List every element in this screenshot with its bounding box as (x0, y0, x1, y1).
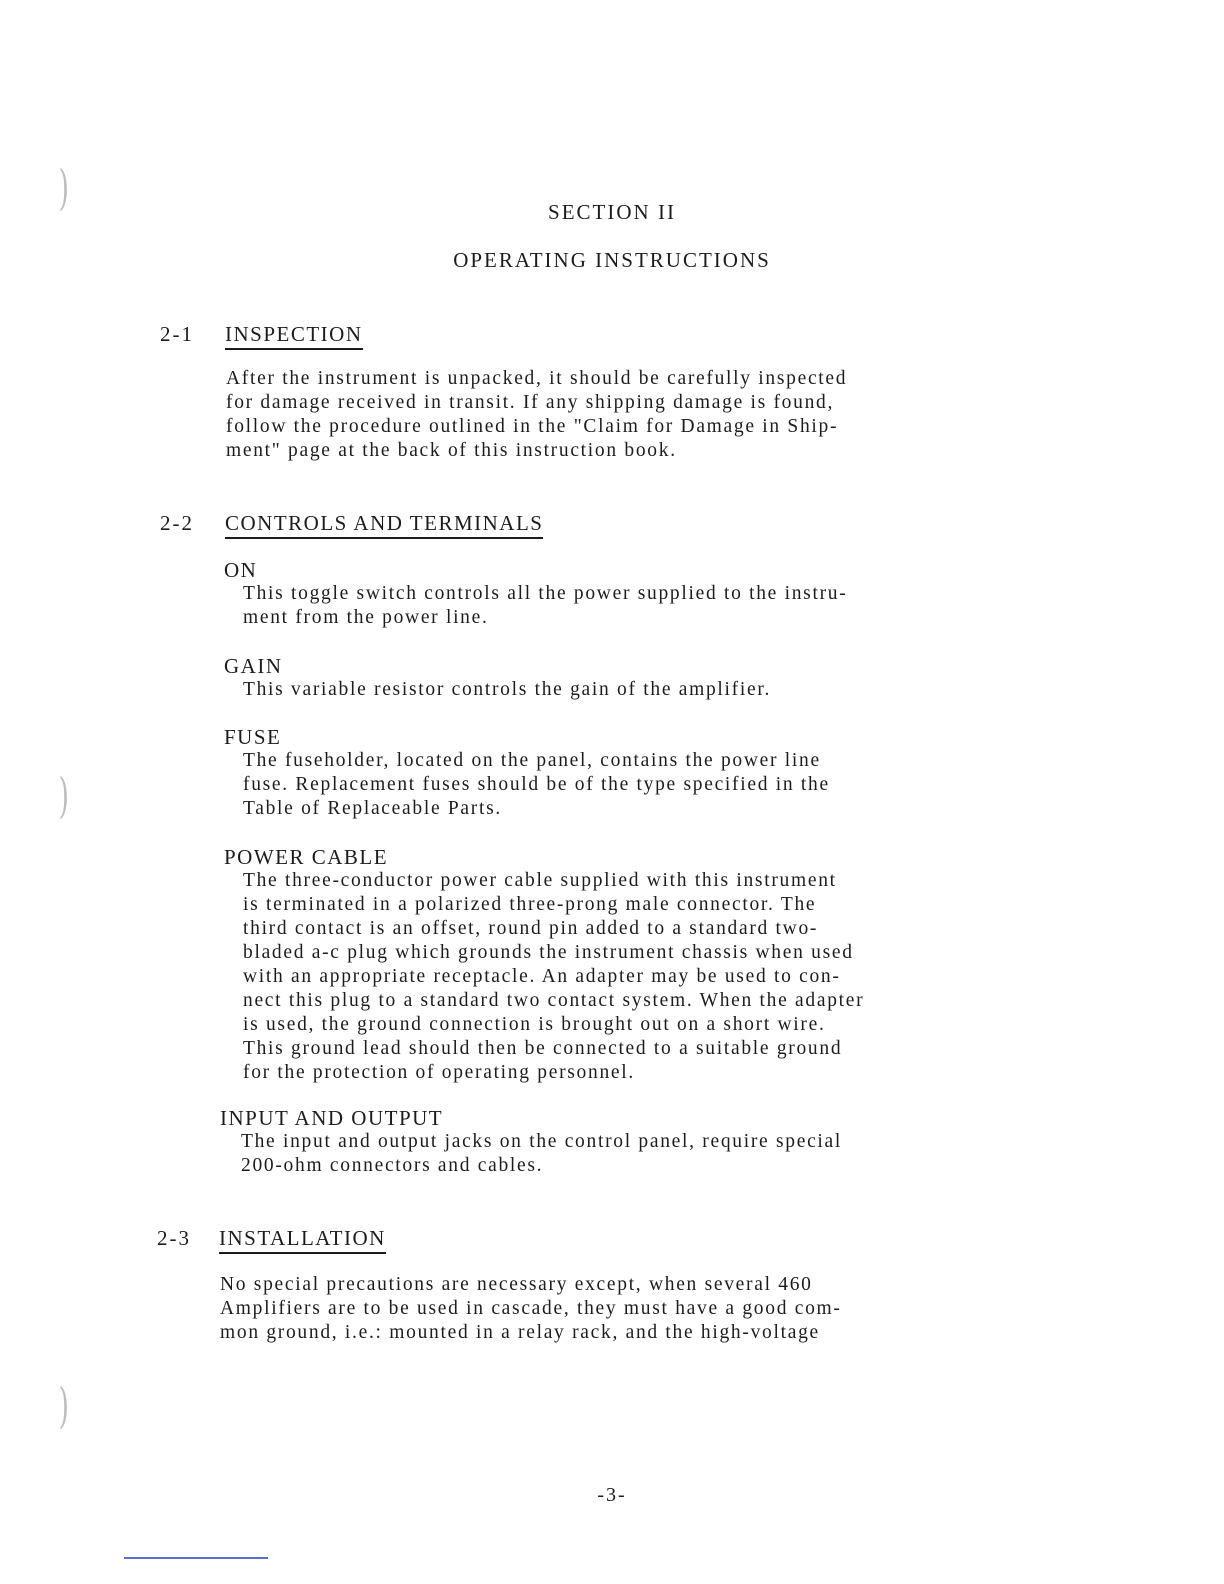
paragraph-line: bladed a-c plug which grounds the instrument chassis when used (243, 942, 854, 963)
control-description-power-cable (243, 869, 864, 1085)
paragraph-line: is used, the ground connection is brought out on a short wire. (243, 1014, 826, 1035)
paragraph-line: ment" page at the back of this instruction book. (226, 440, 677, 461)
paragraph-line: Table of Replaceable Parts. (243, 798, 502, 819)
section-title: OPERATING INSTRUCTIONS (453, 248, 771, 272)
paragraph-line: The fuseholder, located on the panel, contains the power line (243, 750, 821, 771)
paragraph-line: Amplifiers are to be used in cascade, they must have a good com- (220, 1298, 842, 1319)
section-heading-inspection: INSPECTION (225, 322, 363, 350)
paragraph-line: No special precautions are necessary except, when several 460 (220, 1274, 813, 1295)
paragraph-line: for the protection of operating personnel. (243, 1062, 635, 1083)
paragraph-line: fuse. Replacement fuses should be of the type specified in the (243, 774, 830, 795)
paragraph-line: The three-conductor power cable supplied with this instrument (243, 870, 837, 891)
paragraph-line: After the instrument is unpacked, it should be carefully inspected (226, 368, 848, 389)
paragraph-line: ment from the power line. (243, 607, 489, 628)
control-label-on: ON (224, 558, 258, 582)
control-description-on (243, 582, 847, 630)
section-number: 2-2 (160, 511, 194, 535)
paragraph-line: 200-ohm connectors and cables. (241, 1155, 544, 1176)
paragraph-line: This variable resistor controls the gain of the amplifier. (243, 679, 772, 700)
paragraph-line: is terminated in a polarized three-prong male connector. The (243, 894, 817, 915)
control-label-input-and-output: INPUT AND OUTPUT (220, 1106, 444, 1130)
paragraph-line: with an appropriate receptacle. An adapter may be used to con- (243, 966, 841, 987)
binder-hole-mark: ) (58, 1378, 70, 1434)
control-description-input-and-output (241, 1130, 842, 1178)
paragraph-line: follow the procedure outlined in the "Claim for Damage in Ship- (226, 416, 839, 437)
installation-paragraph (220, 1273, 842, 1345)
paragraph-line: mon ground, i.e.: mounted in a relay rack, and the high-voltage (220, 1322, 820, 1343)
paragraph-line: third contact is an offset, round pin added to a standard two- (243, 918, 819, 939)
control-label-gain: GAIN (224, 654, 283, 678)
binder-hole-mark: ) (58, 768, 70, 824)
paragraph-line: The input and output jacks on the control panel, require special (241, 1131, 843, 1152)
control-label-power-cable: POWER CABLE (224, 845, 389, 869)
page-number: -3- (597, 1484, 627, 1506)
section-number: 2-3 (157, 1226, 191, 1250)
section-heading-installation: INSTALLATION (219, 1226, 386, 1254)
inspection-paragraph (226, 367, 847, 463)
paragraph-line: This ground lead should then be connected to a suitable ground (243, 1038, 843, 1059)
control-label-fuse: FUSE (224, 725, 282, 749)
paragraph-line: for damage received in transit. If any shipping damage is found, (226, 392, 835, 413)
binder-hole-mark: ) (58, 160, 70, 216)
control-description-gain (243, 678, 771, 702)
paragraph-line: nect this plug to a standard two contact system. When the adapter (243, 990, 865, 1011)
section-heading-controls-and-terminals: CONTROLS AND TERMINALS (225, 511, 543, 539)
section-number: 2-1 (160, 322, 194, 346)
section-heading: SECTION II (548, 200, 676, 224)
paragraph-line: This toggle switch controls all the power supplied to the instru- (243, 583, 848, 604)
scan-edge-line (124, 1557, 268, 1559)
control-description-fuse (243, 749, 830, 821)
